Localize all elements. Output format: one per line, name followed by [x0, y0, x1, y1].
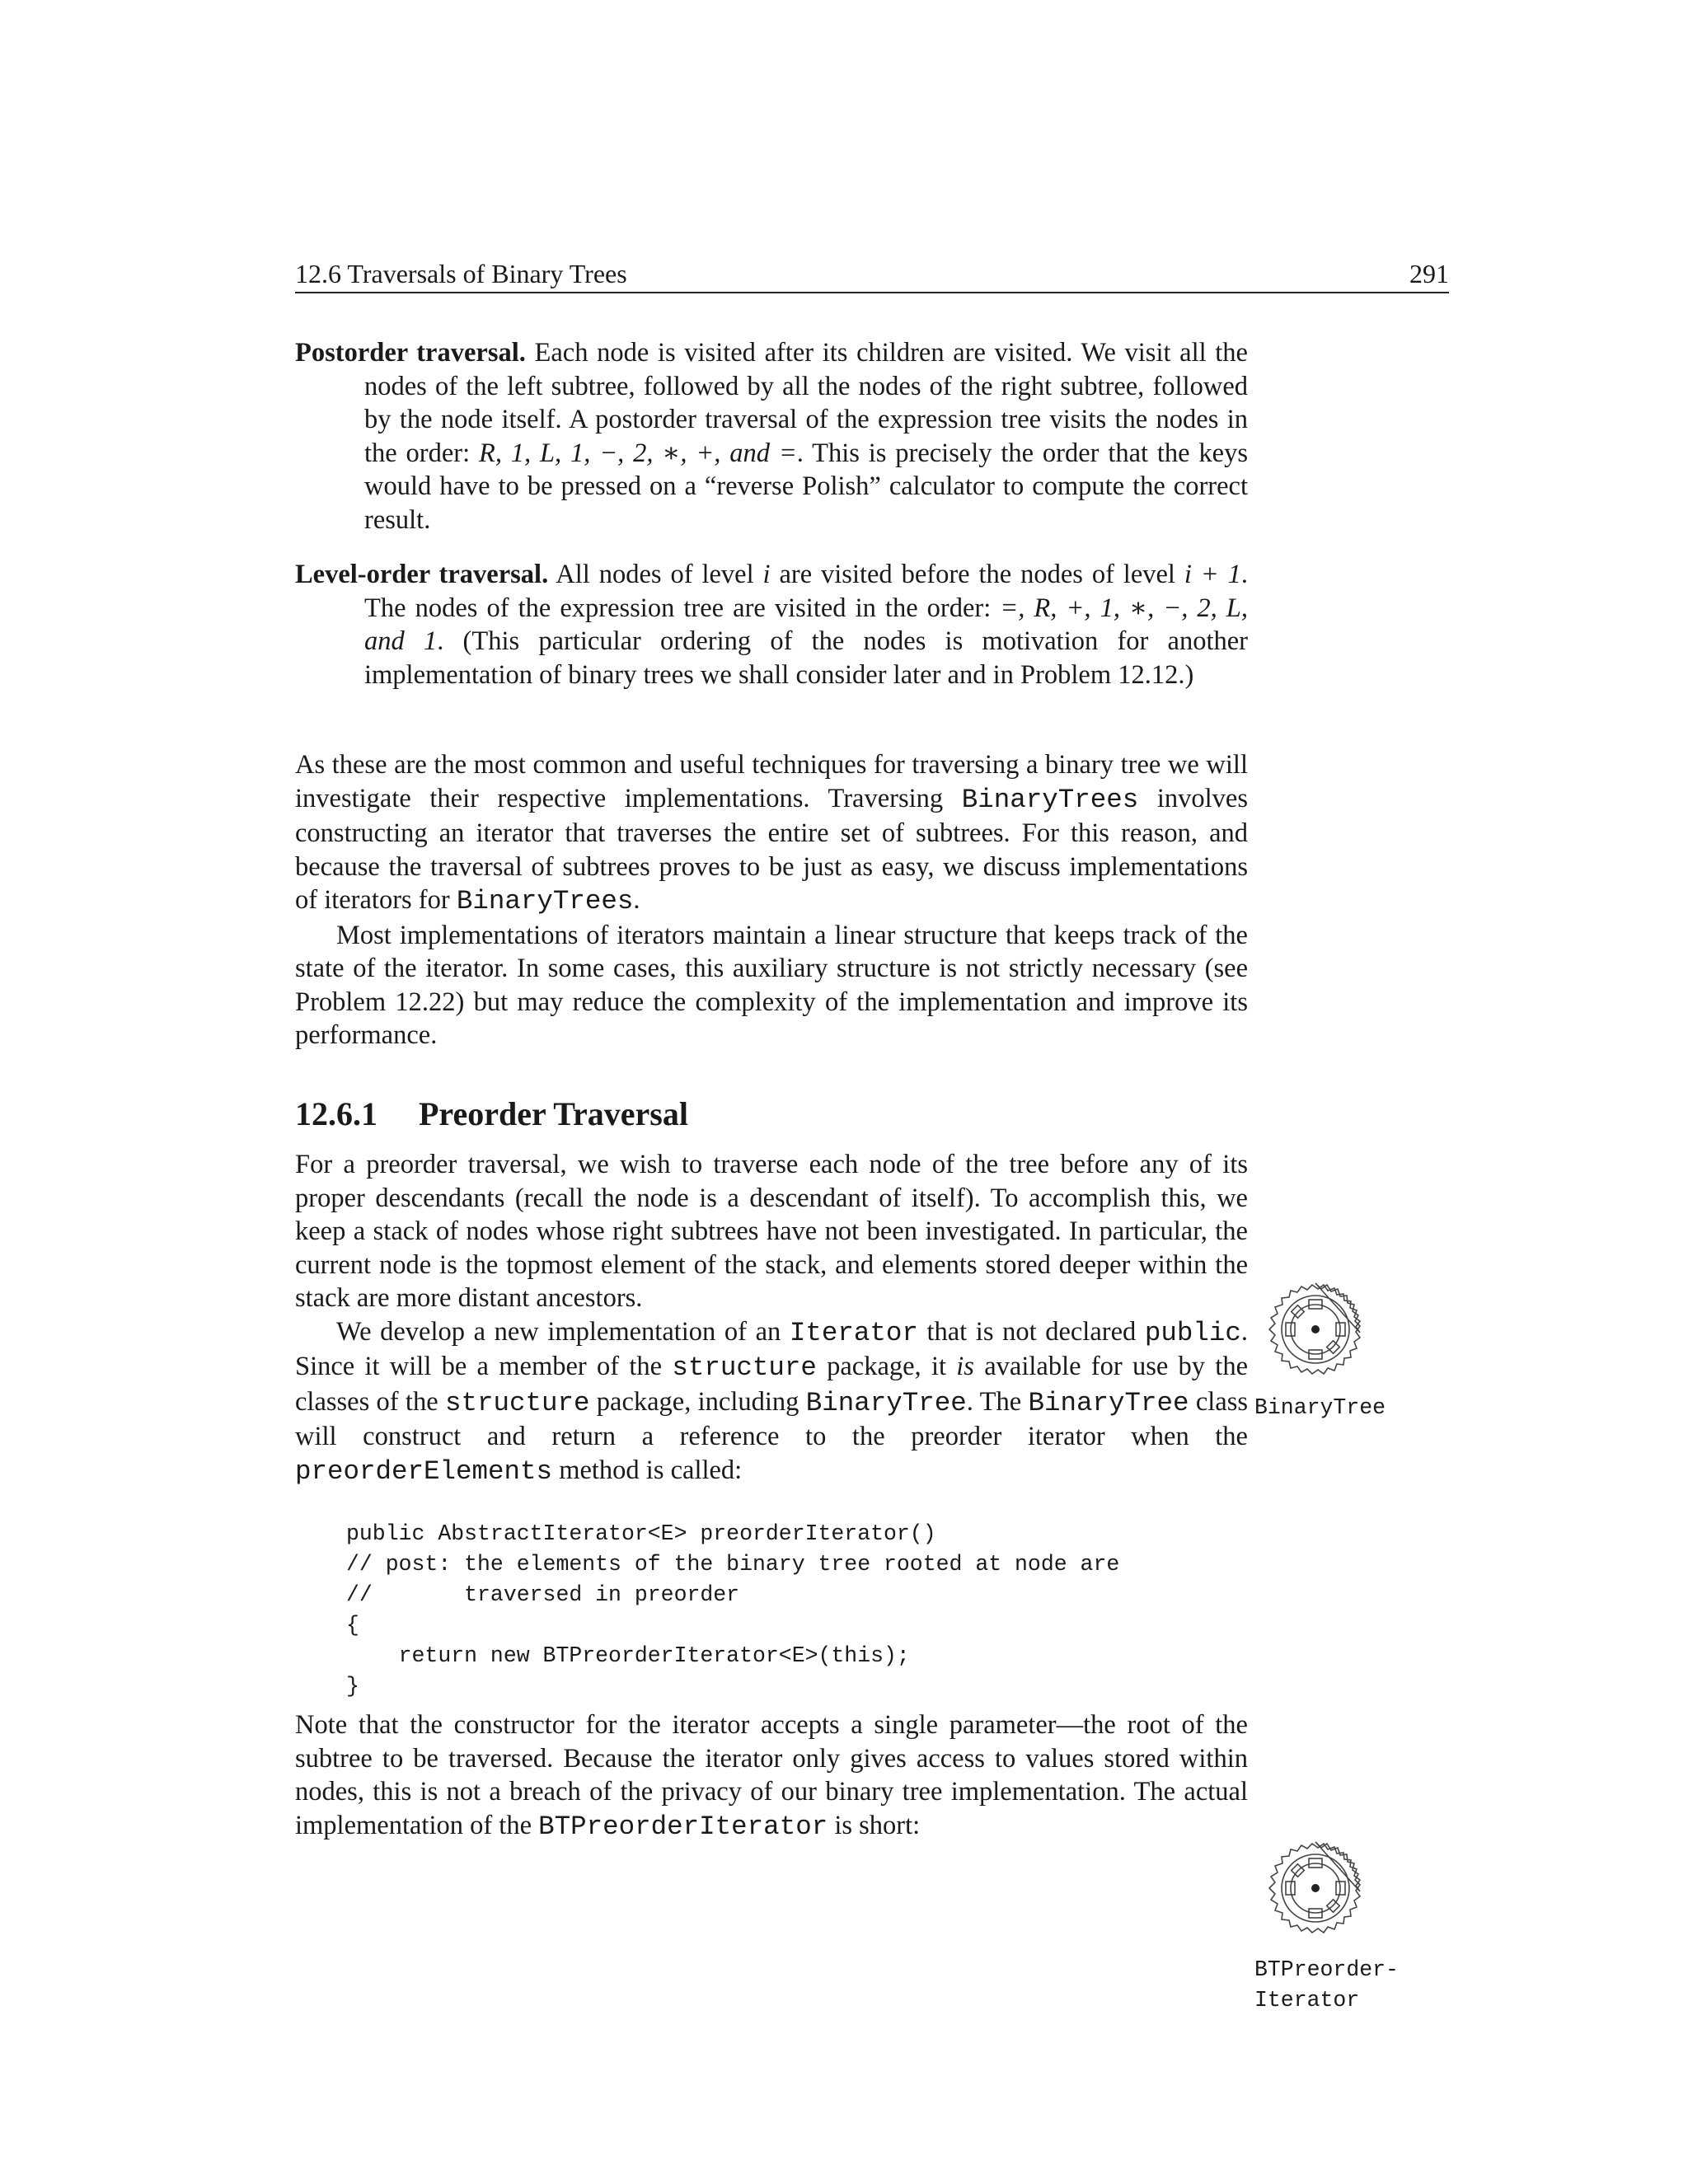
section-heading: [295, 1094, 688, 1133]
body-paragraphs-1: [295, 748, 1248, 1052]
definition-list: [295, 336, 1248, 691]
body-paragraphs-2: [295, 1148, 1248, 1488]
body-paragraphs-3: [295, 1708, 1248, 1844]
paragraph-constructor-note: Note that the constructor for the iterator accepts a single parameter—the root of the subtree to be traversed. Because the iterator only gives access to values stored within nodes, this is not a breach of the privacy of our binary tree implementation. The actual implementation of the BTPreorderIterator is short:: [295, 1710, 1248, 1842]
postorder-term: Postorder traversal.: [295, 338, 526, 368]
running-header: [295, 254, 1449, 293]
paragraph-preorder-intro: For a preorder traversal, we wish to traverse each node of the tree before any of its proper descendants (recall the node is a descendant of itself). To accomplish this, we keep a stack of nodes whose right subtrees have not been investigated. In particular, the current node is the topmost element of the stack, and elements stored deeper within the stack are more distant ancestors.: [295, 1150, 1248, 1313]
code-listing: public AbstractIterator<E> preorderIterator() // post: the elements of the binary tree rooted at node are // traversed in preorder { return new BTPreorderIterator<E>(this); }: [346, 1521, 1120, 1699]
gear-icon: [1268, 1840, 1363, 1936]
levelorder-order: =, R, +, 1, ∗, −, 2, L, and 1: [364, 593, 1249, 656]
gear-icon: [1268, 1282, 1363, 1377]
postorder-definition: Postorder traversal. Each node is visited after its children are visited. We visit all the nodes of the left subtree, followed by all the nodes of the right subtree, followed by the node itself. A postorder traversal of the expression tree visits the nodes in the order: R, 1, L, 1, −, 2, ∗, +, and =. This is precisely the order that the keys would have to be pressed on a “reverse Polish” calculator to compute the correct result.: [295, 338, 1248, 535]
levelorder-term: Level-order traversal.: [295, 560, 549, 589]
postorder-order: R, 1, L, 1, −, 2, ∗, +, and =: [478, 438, 797, 468]
margin-note-binarytree: BinaryTree: [1254, 1395, 1386, 1420]
paragraph-linear-structure: Most implementations of iterators maintain a linear structure that keeps track of the state of the iterator. In some cases, this auxiliary structure is not strictly necessary (see Problem 12.22) but may reduce the complexity of the implementation and improve its performance.: [295, 920, 1248, 1050]
margin-note-btpreorderiterator: BTPreorder- Iterator: [1254, 1957, 1399, 2013]
paragraph-develop-iterator: We develop a new implementation of an Iterator that is not declared public. Since it will be a member of the structure package, it is available for use by the classes of the structure package, including BinaryTree. The BinaryTree class will construct and return a reference to the preorder iterator when the preorderElements method is called:: [295, 1316, 1249, 1487]
section-number: 12.6.1: [295, 1095, 377, 1132]
section-title-text: Preorder Traversal: [419, 1095, 688, 1132]
section-title: 12.6 Traversals of Binary Trees: [295, 259, 627, 288]
levelorder-definition: Level-order traversal. All nodes of level i are visited before the nodes of level i + 1. The nodes of the expression tree are visited in the order: =, R, +, 1, ∗, −, 2, L, and 1. (This particular ordering of the nodes is motivation for another implementation of binary trees we shall consider later and in Problem 12.12.): [295, 560, 1249, 690]
paragraph-common-techniques: As these are the most common and useful techniques for traversing a binary tree we will investigate their respective implementations. Traversing BinaryTrees involves constructing an iterator that traverses the entire set of subtrees. For this reason, and because the traversal of subtrees proves to be just as easy, we discuss implementations of iterators for BinaryTrees.: [295, 750, 1248, 916]
page-number: 291: [1409, 259, 1449, 288]
